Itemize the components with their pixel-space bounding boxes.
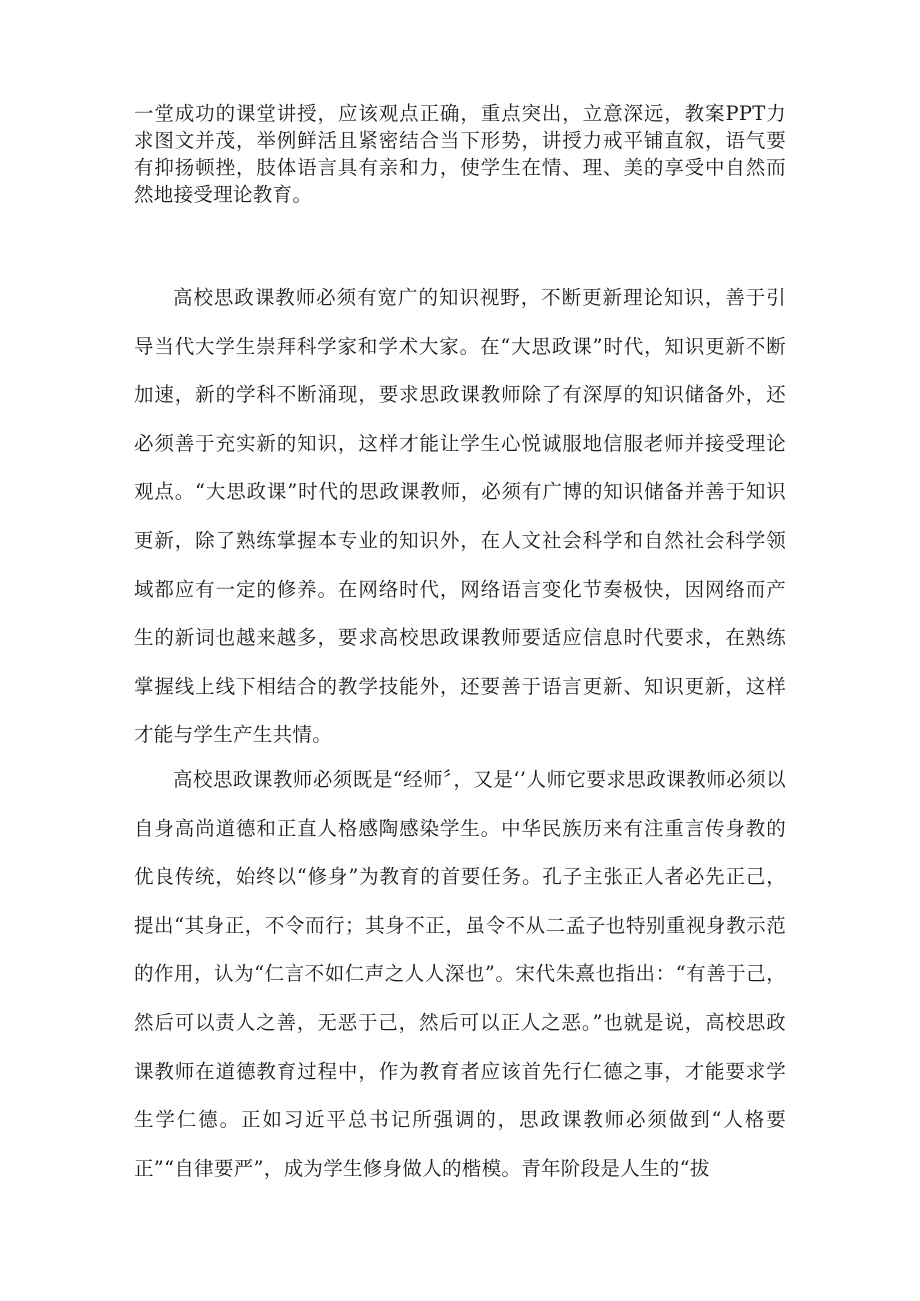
paragraph-knowledge-horizon: 高校思政课教师必须有宽广的知识视野，不断更新理论知识，善于引导当代大学生崇拜科学家和学术大家。在“大思政课”时代，知识更新不断加速，新的学科不断涌现，要求思政课教师除了有深厚的知识储备外，还必须善于充实新的知识，这样才能让学生心悦诚服地信服老师并接受理论观点。“大思政课”时代的思政课教师，必须有广博的知识储备并善于知识更新，除了熟练掌握本专业的知识外，在人文社会科学和自然社会科学领域都应有一定的修养。在网络时代，网络语言变化节奏极快，因网络而产生的新词也越来越多，要求高校思政课教师要适应信息时代要求，在熟练掌握线上线下相结合的教学技能外，还要善于语言更新、知识更新，这样才能与学生产生共情。 xyxy=(134,286,786,747)
paragraph-teacher-morality: 高校思政课教师必须既是“经师〞，又是‘’人师它要求思政课教师必须以自身高尚道德和正直人格感陶感染学生。中华民族历来有注重言传身教的优良传统，始终以“修身”为教育的首要任务。孔子主张正人者必先正己，提出“其身正，不令而行；其身不正，虽令不从二孟子也特别重视身教示范的作用，认为“仁言不如仁声之人人深也”。宋代朱熹也指出：“有善于己，然后可以责人之善，无恶于己，然后可以正人之恶。”也就是说，高校思政课教师在道德教育过程中，作为教育者应该首先行仁德之事，才能要求学生学仁德。正如习近平总书记所强调的，思政课教师必须做到“人格要正”“自律要严”，成为学生修身做人的楷模。青年阶段是人生的“拔 xyxy=(134,768,786,1180)
paragraph-lecture-standards: 一堂成功的课堂讲授，应该观点正确，重点突出，立意深远，教案PPT力求图文并茂，举例鲜活且紧密结合当下形势，讲授力戒平铺直叙，语气要有抑扬顿挫，肢体语言具有亲和力，使学生在情、理、美的享受中自然而然地接受理论教育。 xyxy=(134,102,786,206)
